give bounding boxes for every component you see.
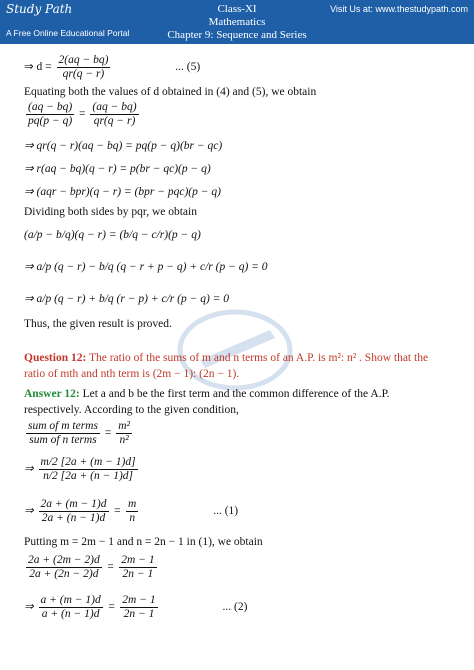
numerator: 2m − 1 <box>121 554 155 566</box>
fraction <box>39 456 138 483</box>
denominator: 2a + (n − 1)d <box>41 512 106 524</box>
denominator: a + (n − 1)d <box>41 608 100 620</box>
numerator: m <box>128 498 137 510</box>
question-12-cont: ratio of mth and nth term is (2m − 1): (2n − 1). <box>24 368 240 380</box>
fraction <box>57 54 111 81</box>
eq-ref: ... (5) <box>175 61 201 74</box>
answer-label: Answer 12: <box>24 388 80 400</box>
subject-label: Mathematics <box>208 16 266 28</box>
answer-12-cont: respectively. According to the given condition, <box>24 404 239 416</box>
denominator: n/2 [2a + (n − 1)d] <box>43 470 134 482</box>
numerator: m/2 [2a + (m − 1)d] <box>40 456 136 468</box>
denominator: 2n − 1 <box>122 568 154 580</box>
eq-lhs: ⇒ d = <box>24 61 52 74</box>
fraction <box>26 420 100 447</box>
denominator: qr(q − r) <box>93 115 136 127</box>
denominator: n <box>129 512 136 524</box>
answer-12 <box>24 388 390 400</box>
fraction <box>39 594 103 621</box>
question-12 <box>24 352 428 364</box>
question-label: Question 12: <box>24 352 87 364</box>
equation-line: $\frac{2a + (2m - 2)d}{2a + (2n - 2)d}$ = $\frac{2m - 1}{2n - 1}$ <box>28 554 155 580</box>
equation-line: $\frac{(aq - bq)}{pq(p - q)}$ = $\frac{(aq - bq)}{qr(q - r)}$ <box>28 101 137 127</box>
equation-line: ⇒ (aqr − bpr)(q − r) = (bpr − pqc)(p − q) <box>24 186 221 198</box>
text-line: Dividing both sides by pqr, we obtain <box>24 206 197 218</box>
eq-ref: ... (1) <box>213 505 239 518</box>
denominator: 2n − 1 <box>123 608 155 620</box>
denominator: n² <box>119 434 129 446</box>
equation-line: ⇒ r(aq − bq)(q − r) = p(br − qc)(p − q) <box>24 163 211 175</box>
numerator: a + (m − 1)d <box>40 594 101 606</box>
numerator: (aq − bq) <box>92 101 137 113</box>
equation-line: ⇒ $\frac{a + (m - 1)d}{a + (n - 1)d}$ = $\frac{2m - 1}{2n - 1}$ ... (2) <box>24 594 248 620</box>
chapter-label: Chapter 9: Sequence and Series <box>167 29 307 41</box>
numerator: 2m − 1 <box>122 594 156 606</box>
fraction <box>116 420 132 447</box>
equation-line: ⇒ $\frac{2a + (m - 1)d}{2a + (n - 1)d}$ = $\frac{m}{n}$ ... (1) <box>24 498 239 524</box>
equation-line: (a/p − b/q)(q − r) = (b/q − c/r)(p − q) <box>24 229 201 241</box>
numerator: m² <box>118 420 130 432</box>
numerator: 2a + (2m − 2)d <box>28 554 100 566</box>
text-line: Equating both the values of d obtained in (4) and (5), we obtain <box>24 86 317 98</box>
answer-text: Let a and b be the first term and the common difference of the A.P. <box>79 388 390 400</box>
fraction <box>120 594 157 621</box>
website-link[interactable]: Visit Us at: www.thestudypath.com <box>330 4 468 14</box>
denominator: sum of n terms <box>29 434 97 446</box>
equation-line: ⇒ $\frac{m/2 [2a + (m - 1)d]}{n/2 [2a + (n - 1)d]}$ <box>24 456 136 482</box>
fraction <box>26 101 74 128</box>
eq-ref: ... (2) <box>222 601 248 614</box>
question-text: The ratio of the sums of m and n terms of an A.P. is m²: n² . Show that the <box>86 352 429 364</box>
equation-line: ⇒ a/p (q − r) − b/q (q − r + p − q) + c/r (p − q) = 0 <box>24 261 268 273</box>
denominator: 2a + (2n − 2)d <box>29 568 99 580</box>
text-line: Putting m = 2m − 1 and n = 2n − 1 in (1), we obtain <box>24 536 263 548</box>
numerator: 2(aq − bq) <box>58 54 109 66</box>
logo-tagline: A Free Online Educational Portal <box>6 28 130 38</box>
fraction <box>26 554 102 581</box>
equation-line: ⇒ qr(q − r)(aq − bq) = pq(p − q)(br − qc) <box>24 140 223 152</box>
logo-text: Study Path <box>6 2 73 16</box>
fraction <box>119 554 156 581</box>
class-label: Class-XI <box>217 3 257 15</box>
equation-line: $\frac{\text{sum of m terms}}{\text{sum of n terms}}$ = $\frac{\text{m²}}{\text{n²}}$ <box>28 420 130 446</box>
page-header <box>0 0 474 44</box>
equation-line <box>24 54 200 81</box>
numerator: (aq − bq) <box>28 101 73 113</box>
numerator: 2a + (m − 1)d <box>40 498 107 510</box>
fraction <box>126 498 138 525</box>
text-line: Thus, the given result is proved. <box>24 318 172 330</box>
watermark-logo-icon <box>170 300 300 400</box>
equation-line: ⇒ a/p (q − r) + b/q (r − p) + c/r (p − q) = 0 <box>24 293 230 305</box>
denominator: qr(q − r) <box>62 68 105 80</box>
numerator: sum of m terms <box>28 420 98 432</box>
fraction <box>90 101 138 128</box>
fraction <box>39 498 109 525</box>
denominator: pq(p − q) <box>28 115 73 127</box>
